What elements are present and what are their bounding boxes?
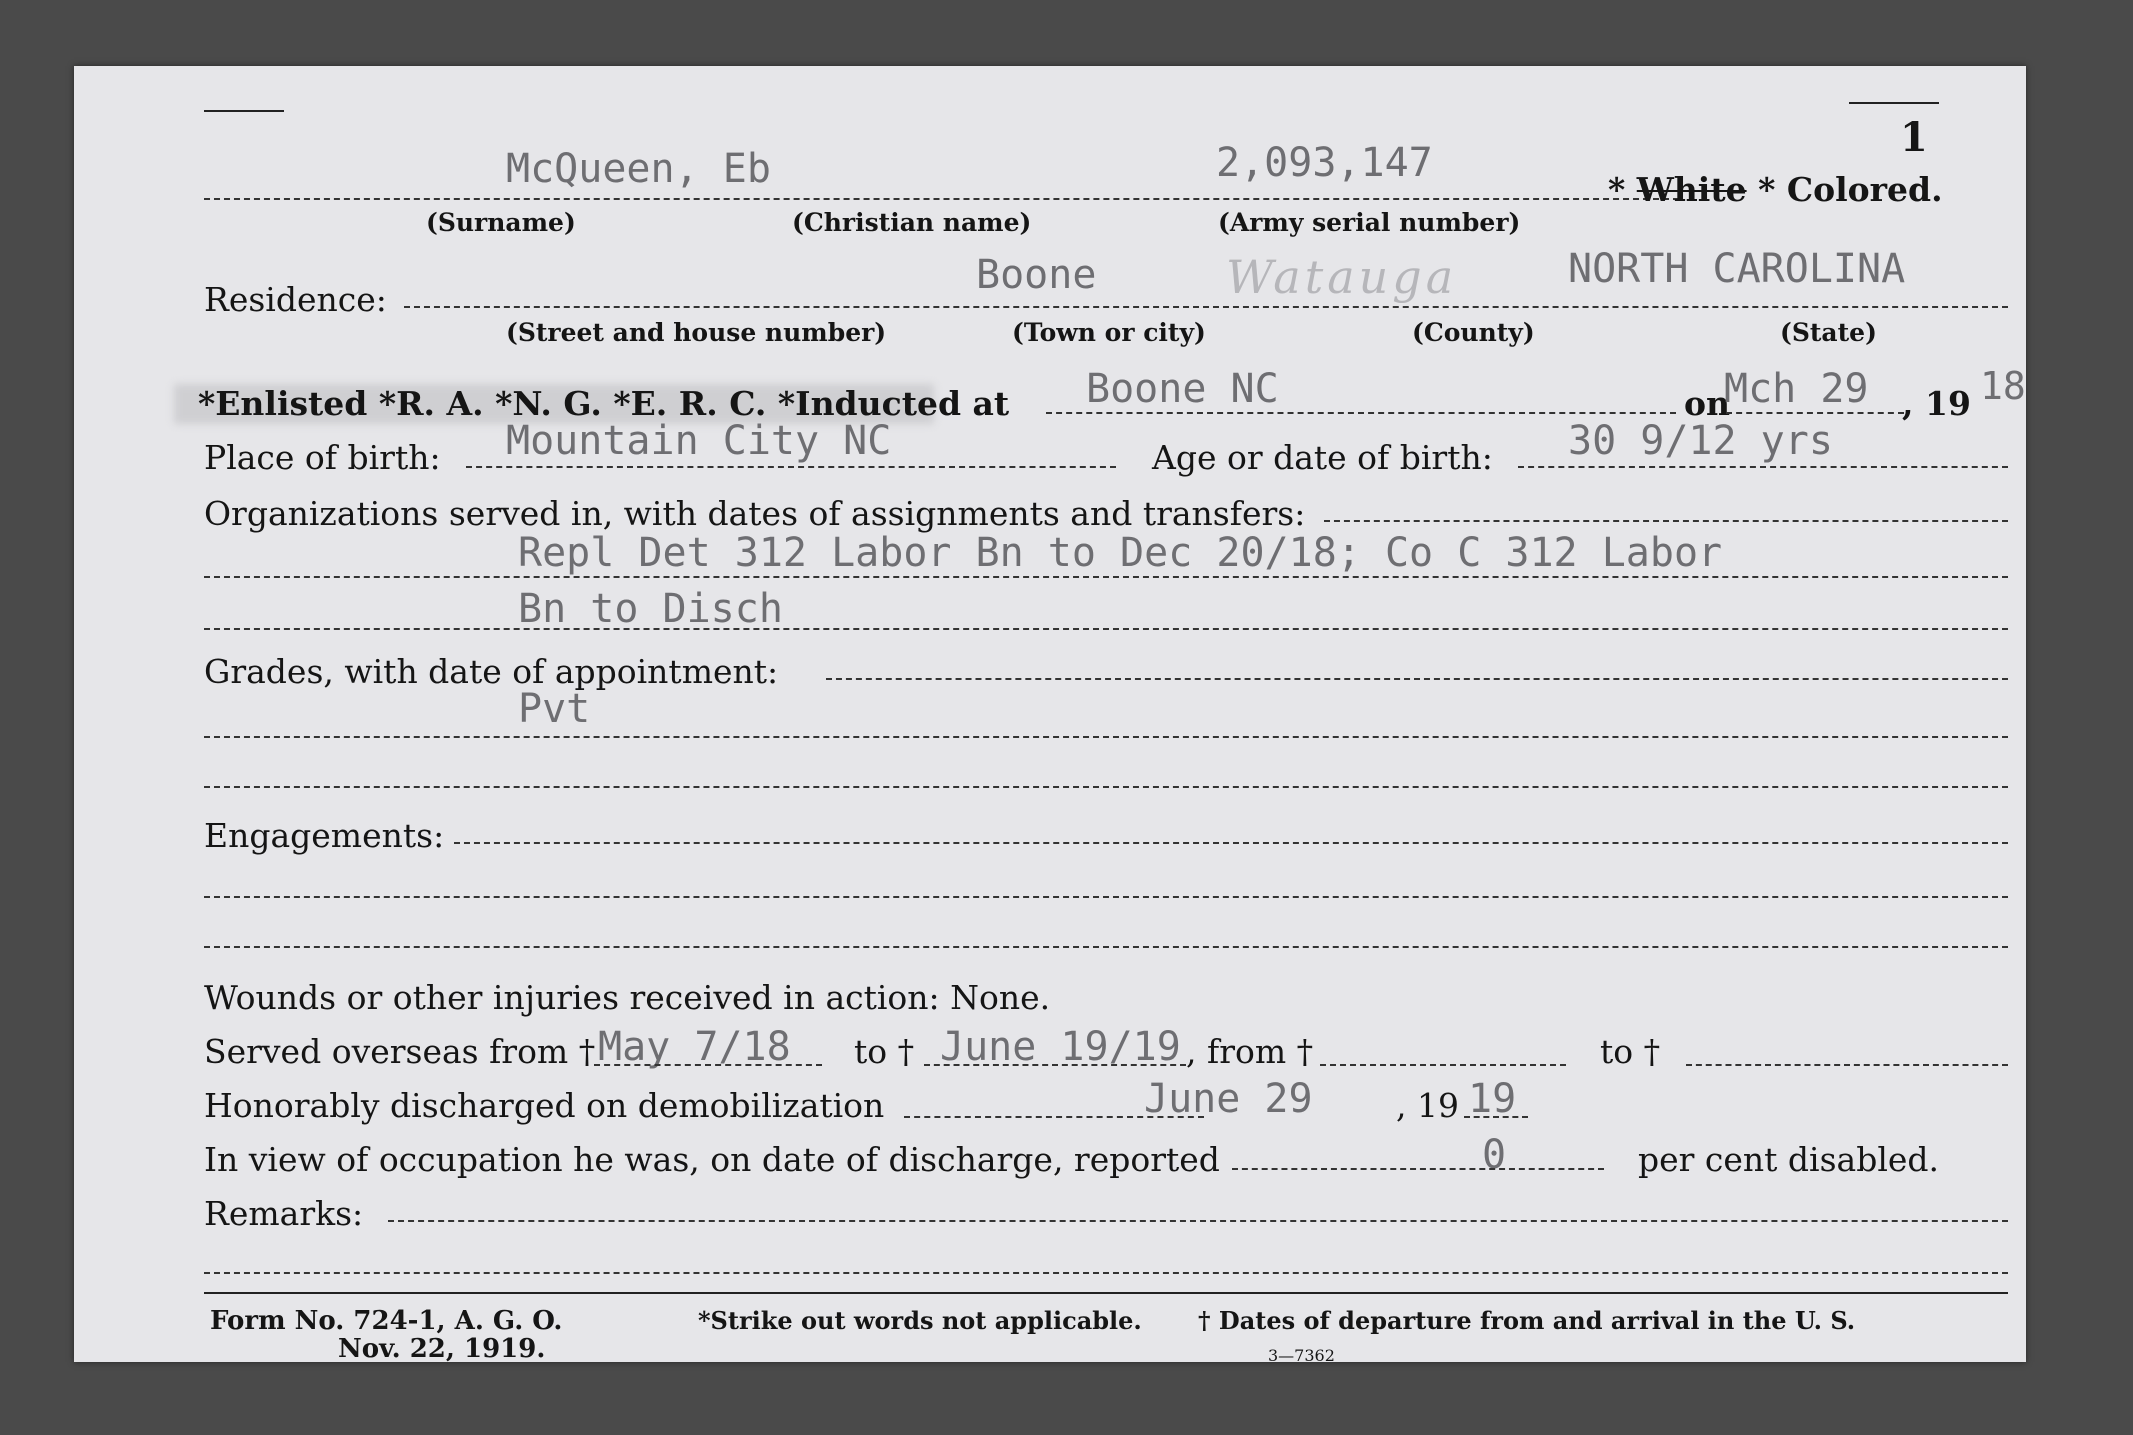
organizations-line-0 xyxy=(1324,520,2008,522)
overseas-to-value: June 19/19 xyxy=(940,1024,1181,1070)
discharge-year-line xyxy=(1464,1116,1528,1118)
residence-label: Residence: xyxy=(204,280,387,319)
per-cent-label: per cent disabled. xyxy=(1638,1140,1940,1179)
age-line xyxy=(1518,466,2008,468)
ng-option: N. G. xyxy=(512,384,602,423)
age-value: 30 9/12 yrs xyxy=(1568,418,1833,464)
caption-street: (Street and house number) xyxy=(506,318,887,347)
caption-state: (State) xyxy=(1780,318,1877,347)
residence-town-value: Boone xyxy=(976,252,1097,298)
overseas-to2-line xyxy=(1686,1064,2008,1066)
remarks-line-0 xyxy=(388,1220,2008,1222)
caption-christian-name: (Christian name) xyxy=(792,208,1032,237)
name-line xyxy=(204,198,1679,200)
overseas-from-line xyxy=(594,1064,822,1066)
colored-option: Colored. xyxy=(1786,170,1943,209)
residence-state-value: NORTH CAROLINA xyxy=(1568,246,1906,292)
birth-place-value: Mountain City NC xyxy=(506,418,892,464)
overseas-to-line xyxy=(924,1064,1186,1066)
engagements-label: Engagements: xyxy=(204,816,445,855)
discharge-year-value: 19 xyxy=(1468,1076,1517,1122)
erc-option: E. R. C. xyxy=(630,384,767,423)
grade-value: Pvt xyxy=(518,686,591,732)
white-option: White xyxy=(1636,170,1747,209)
remarks-label: Remarks: xyxy=(204,1194,364,1233)
to-label: to xyxy=(1600,1032,1634,1071)
caption-town: (Town or city) xyxy=(1012,318,1206,347)
occupation-label: In view of occupation he was, on date of discharge, reported xyxy=(204,1140,1220,1179)
engagements-line-0 xyxy=(454,842,2008,844)
dagger-mark: † xyxy=(897,1032,915,1071)
dagger-mark: † xyxy=(1643,1032,1661,1071)
discharge-year-prefix: , 19 xyxy=(1396,1086,1459,1125)
discharge-label: Honorably discharged on demobilization xyxy=(204,1086,885,1125)
ra-option: R. A. xyxy=(396,384,484,423)
organizations-line-2 xyxy=(204,628,2008,630)
overseas-from-value: May 7/18 xyxy=(598,1024,791,1070)
inducted-label: *Inducted at xyxy=(777,384,1010,423)
organizations-value-line1: Repl Det 312 Labor Bn to Dec 20/18; Co C 312 Labor xyxy=(518,530,1723,576)
grades-line-0 xyxy=(826,678,2008,680)
caption-surname: (Surname) xyxy=(426,208,576,237)
overseas-from2-line xyxy=(1320,1064,1566,1066)
to-label: to xyxy=(854,1032,888,1071)
enlistment-type-options: *Enlisted *R. A. *N. G. *E. R. C. *Inducted at xyxy=(198,384,1010,423)
from-label: , from xyxy=(1186,1032,1287,1071)
caption-county: (County) xyxy=(1412,318,1535,347)
caption-serial-number: (Army serial number) xyxy=(1218,208,1521,237)
printer-mark: 3—7362 xyxy=(1268,1346,1335,1365)
overseas-to-group xyxy=(854,1032,914,1071)
percent-disabled-value: 0 xyxy=(1482,1132,1507,1178)
overseas-to2-group xyxy=(1600,1032,1660,1071)
discharge-date-line xyxy=(904,1116,1204,1118)
wounds-text: Wounds or other injuries received in action: None. xyxy=(204,978,1051,1017)
top-right-rule xyxy=(1849,102,1939,104)
remarks-line-1 xyxy=(204,1272,2008,1274)
birth-place-line xyxy=(466,466,1116,468)
form-date: Nov. 22, 1919. xyxy=(338,1334,546,1364)
overseas-label: Served overseas from xyxy=(204,1032,569,1071)
on-label: on xyxy=(1684,384,1731,423)
inducted-date-value: Mch 29 xyxy=(1724,366,1869,412)
grades-line-2 xyxy=(204,786,2008,788)
age-label: Age or date of birth: xyxy=(1152,438,1493,477)
engagements-line-2 xyxy=(204,946,2008,948)
service-record-card xyxy=(74,66,2026,1365)
percent-disabled-line xyxy=(1232,1168,1604,1170)
dates-note: † Dates of departure from and arrival in the U. S. xyxy=(1198,1306,1856,1335)
overseas-row xyxy=(204,1032,595,1071)
page-number: 1 xyxy=(1900,114,1928,161)
inducted-place-value: Boone NC xyxy=(1086,366,1279,412)
top-left-rule xyxy=(204,110,284,112)
engagements-line-1 xyxy=(204,896,2008,898)
residence-county-value: Watauga xyxy=(1226,250,1458,304)
birth-place-label: Place of birth: xyxy=(204,438,441,477)
race-options: * White * Colored. xyxy=(1608,170,1943,209)
inducted-place-line xyxy=(1046,412,1676,414)
inducted-date-line xyxy=(1726,412,1904,414)
footer-rule xyxy=(204,1292,2008,1294)
enlisted-option: Enlisted xyxy=(215,384,368,423)
organizations-line-1 xyxy=(204,576,2008,578)
organizations-value-line2: Bn to Disch xyxy=(518,586,783,632)
strike-note: *Strike out words not applicable. xyxy=(698,1306,1142,1335)
surname-value: McQueen, Eb xyxy=(506,146,771,192)
grades-line-1 xyxy=(204,736,2008,738)
discharge-date-value: June 29 xyxy=(1144,1076,1313,1122)
organizations-label: Organizations served in, with dates of assignments and transfers: xyxy=(204,494,1306,533)
grades-label: Grades, with date of appointment: xyxy=(204,652,779,691)
overseas-from2-group xyxy=(1186,1032,1313,1071)
inducted-year-value: 18 xyxy=(1980,364,2026,408)
dagger-mark: † xyxy=(578,1032,596,1071)
dagger-mark: † xyxy=(1296,1032,1314,1071)
form-number: Form No. 724-1, A. G. O. xyxy=(210,1306,563,1336)
serial-number-value: 2,093,147 xyxy=(1216,140,1433,186)
residence-line xyxy=(404,306,2008,308)
inducted-year-prefix: , 19 xyxy=(1902,384,1971,423)
